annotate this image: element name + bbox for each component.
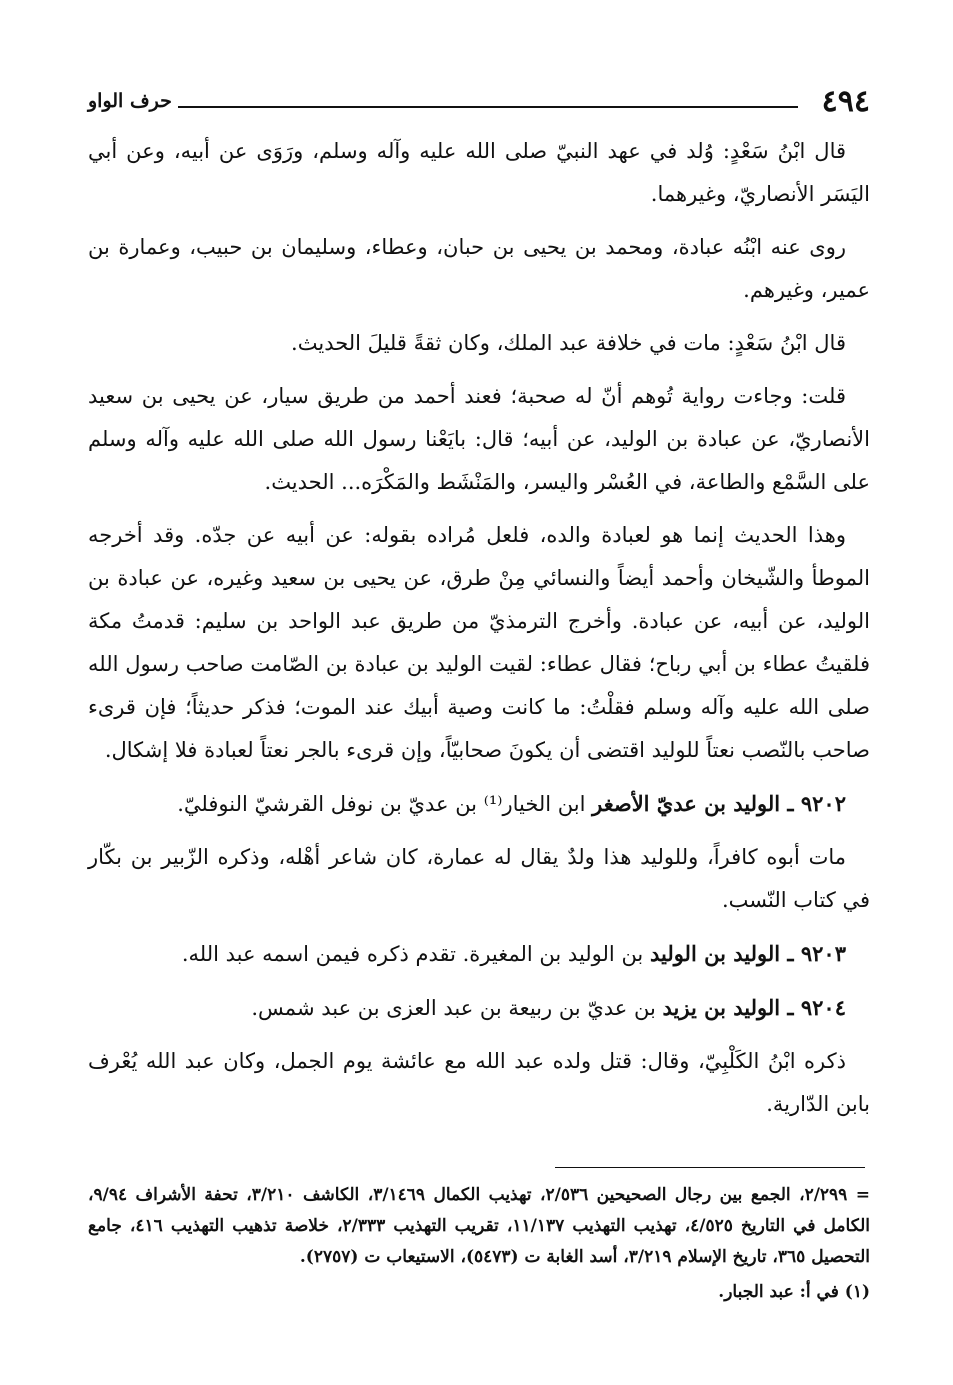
running-title: حرف الواو (88, 90, 172, 112)
entry-heading: ٩٢٠٣ ـ الوليد بن الوليد (649, 941, 846, 966)
footnote-1: (١) في أ: عبد الجبار. (718, 1282, 870, 1302)
entry-text: بن الوليد بن المغيرة. تقدم ذكره فيمن اسمه عبد الله. (181, 942, 650, 966)
page-header (88, 82, 870, 122)
header-rule (178, 106, 798, 108)
paragraph: قال ابْنُ سَعْدٍ: مات في خلافة عبد الملك، وكان ثقةً قليلَ الحديث. (291, 331, 846, 355)
paragraph: قلت: وجاءت رواية تُوهم أنّ له صحبة؛ فعند أحمد من طريق سيار، عن يحيى بن سعيد الأنصاريّ، عن عبادة بن الوليد، عن أبيه؛ قال: بايَعْنا رسول الله صلى الله عليه وآله وسلم على السَّمْع والطاعة، في العُسْر واليسر، والمَنْشَط والمَكْرَه... الحديث. (88, 384, 870, 494)
entry-9202 (88, 782, 870, 826)
entry-text: بن عديّ بن ربيعة بن عبد العزى بن عبد شمس. (251, 996, 663, 1020)
paragraph: قال ابْنُ سَعْدٍ: وُلد في عهد النبيّ صلى الله عليه وآله وسلم، ورَوَى عن أبيه، وعن أبي اليَسَر الأنصاريّ، وغيرهما. (88, 139, 870, 206)
entry-9204 (88, 986, 870, 1030)
paragraph: روى عنه ابْنُه عبادة، ومحمد بن يحيى بن حبان، وعطاء، وسليمان بن حبيب، وعمارة بن عمير، وغيرهم. (88, 235, 870, 302)
main-text (88, 130, 870, 1136)
paragraph: ذكره ابْنُ الكَلْبِيّ، وقال: قتل ولده عبد الله مع عائشة يوم الجمل، وكان عبد الله يُعْرف بابن الدّارية. (88, 1049, 870, 1116)
footnote-continuation: = ٢/٢٩٩، الجمع بين رجال الصحيحين ٢/٥٣٦، تهذيب الكمال ٣/١٤٦٩، الكاشف ٣/٢١٠، تحفة الأشراف ٩/٩٤، الكامل في التاريخ ٤/٥٢٥، تهذيب التهذيب ١١/١٣٧، تقريب التهذيب ٢/٣٣٣، خلاصة تذهيب التهذيب ٤١٦، جامع التحصيل ٣٦٥، تاريخ الإسلام ٣/٢١٩، أسد الغابة ت (٥٤٧٣)، الاستيعاب ت (٢٧٥٧). (88, 1185, 871, 1267)
footnote-separator (555, 1167, 865, 1168)
entry-heading: ٩٢٠٢ ـ الوليد بن عديّ الأصغر (592, 791, 846, 816)
paragraph: مات أبوه كافراً، وللوليد هذا ولدٌ يقال له عمارة، كان شاعر أهْله، وذكره الزّبير بن بكّار في كتاب النّسب. (88, 845, 870, 912)
page-number: ٤٩٤ (821, 84, 870, 119)
paragraph: وهذا الحديث إنما هو لعبادة والده، فلعل مُراده بقوله: عن أبيه عن جدّه. وقد أخرجه الموطأ والشّيخان وأحمد أيضاً والنسائي مِنْ طرق، عن يحيى بن سعيد وغيره، عن عبادة بن الوليد، عن أبيه، عن عبادة. وأخرج الترمذيّ من طريق عبد الواحد بن سليم: قدمتُ مكة فلقيتُ عطاء بن أبي رباح؛ فقال عطاء: لقيت الوليد بن عبادة بن الصّامت صاحب رسول الله صلى الله عليه وآله وسلم فقلْتُ: ما كانت وصية أبيك عند الموت؛ فذكر حديثاً؛ فإن قرىء صاحب بالنّصب نعتاً للوليد اقتضى أن يكونَ صحابيّاً، وإن قرىء بالجر نعتاً لعبادة فلا إشكال. (88, 523, 870, 762)
footnotes (88, 1180, 870, 1308)
entry-9203 (88, 932, 870, 976)
entry-text: ابن الخيار⁽¹⁾ بن عديّ بن نوفل القرشيّ النوفليّ. (177, 792, 593, 816)
entry-heading: ٩٢٠٤ ـ الوليد بن يزيد (662, 995, 846, 1020)
